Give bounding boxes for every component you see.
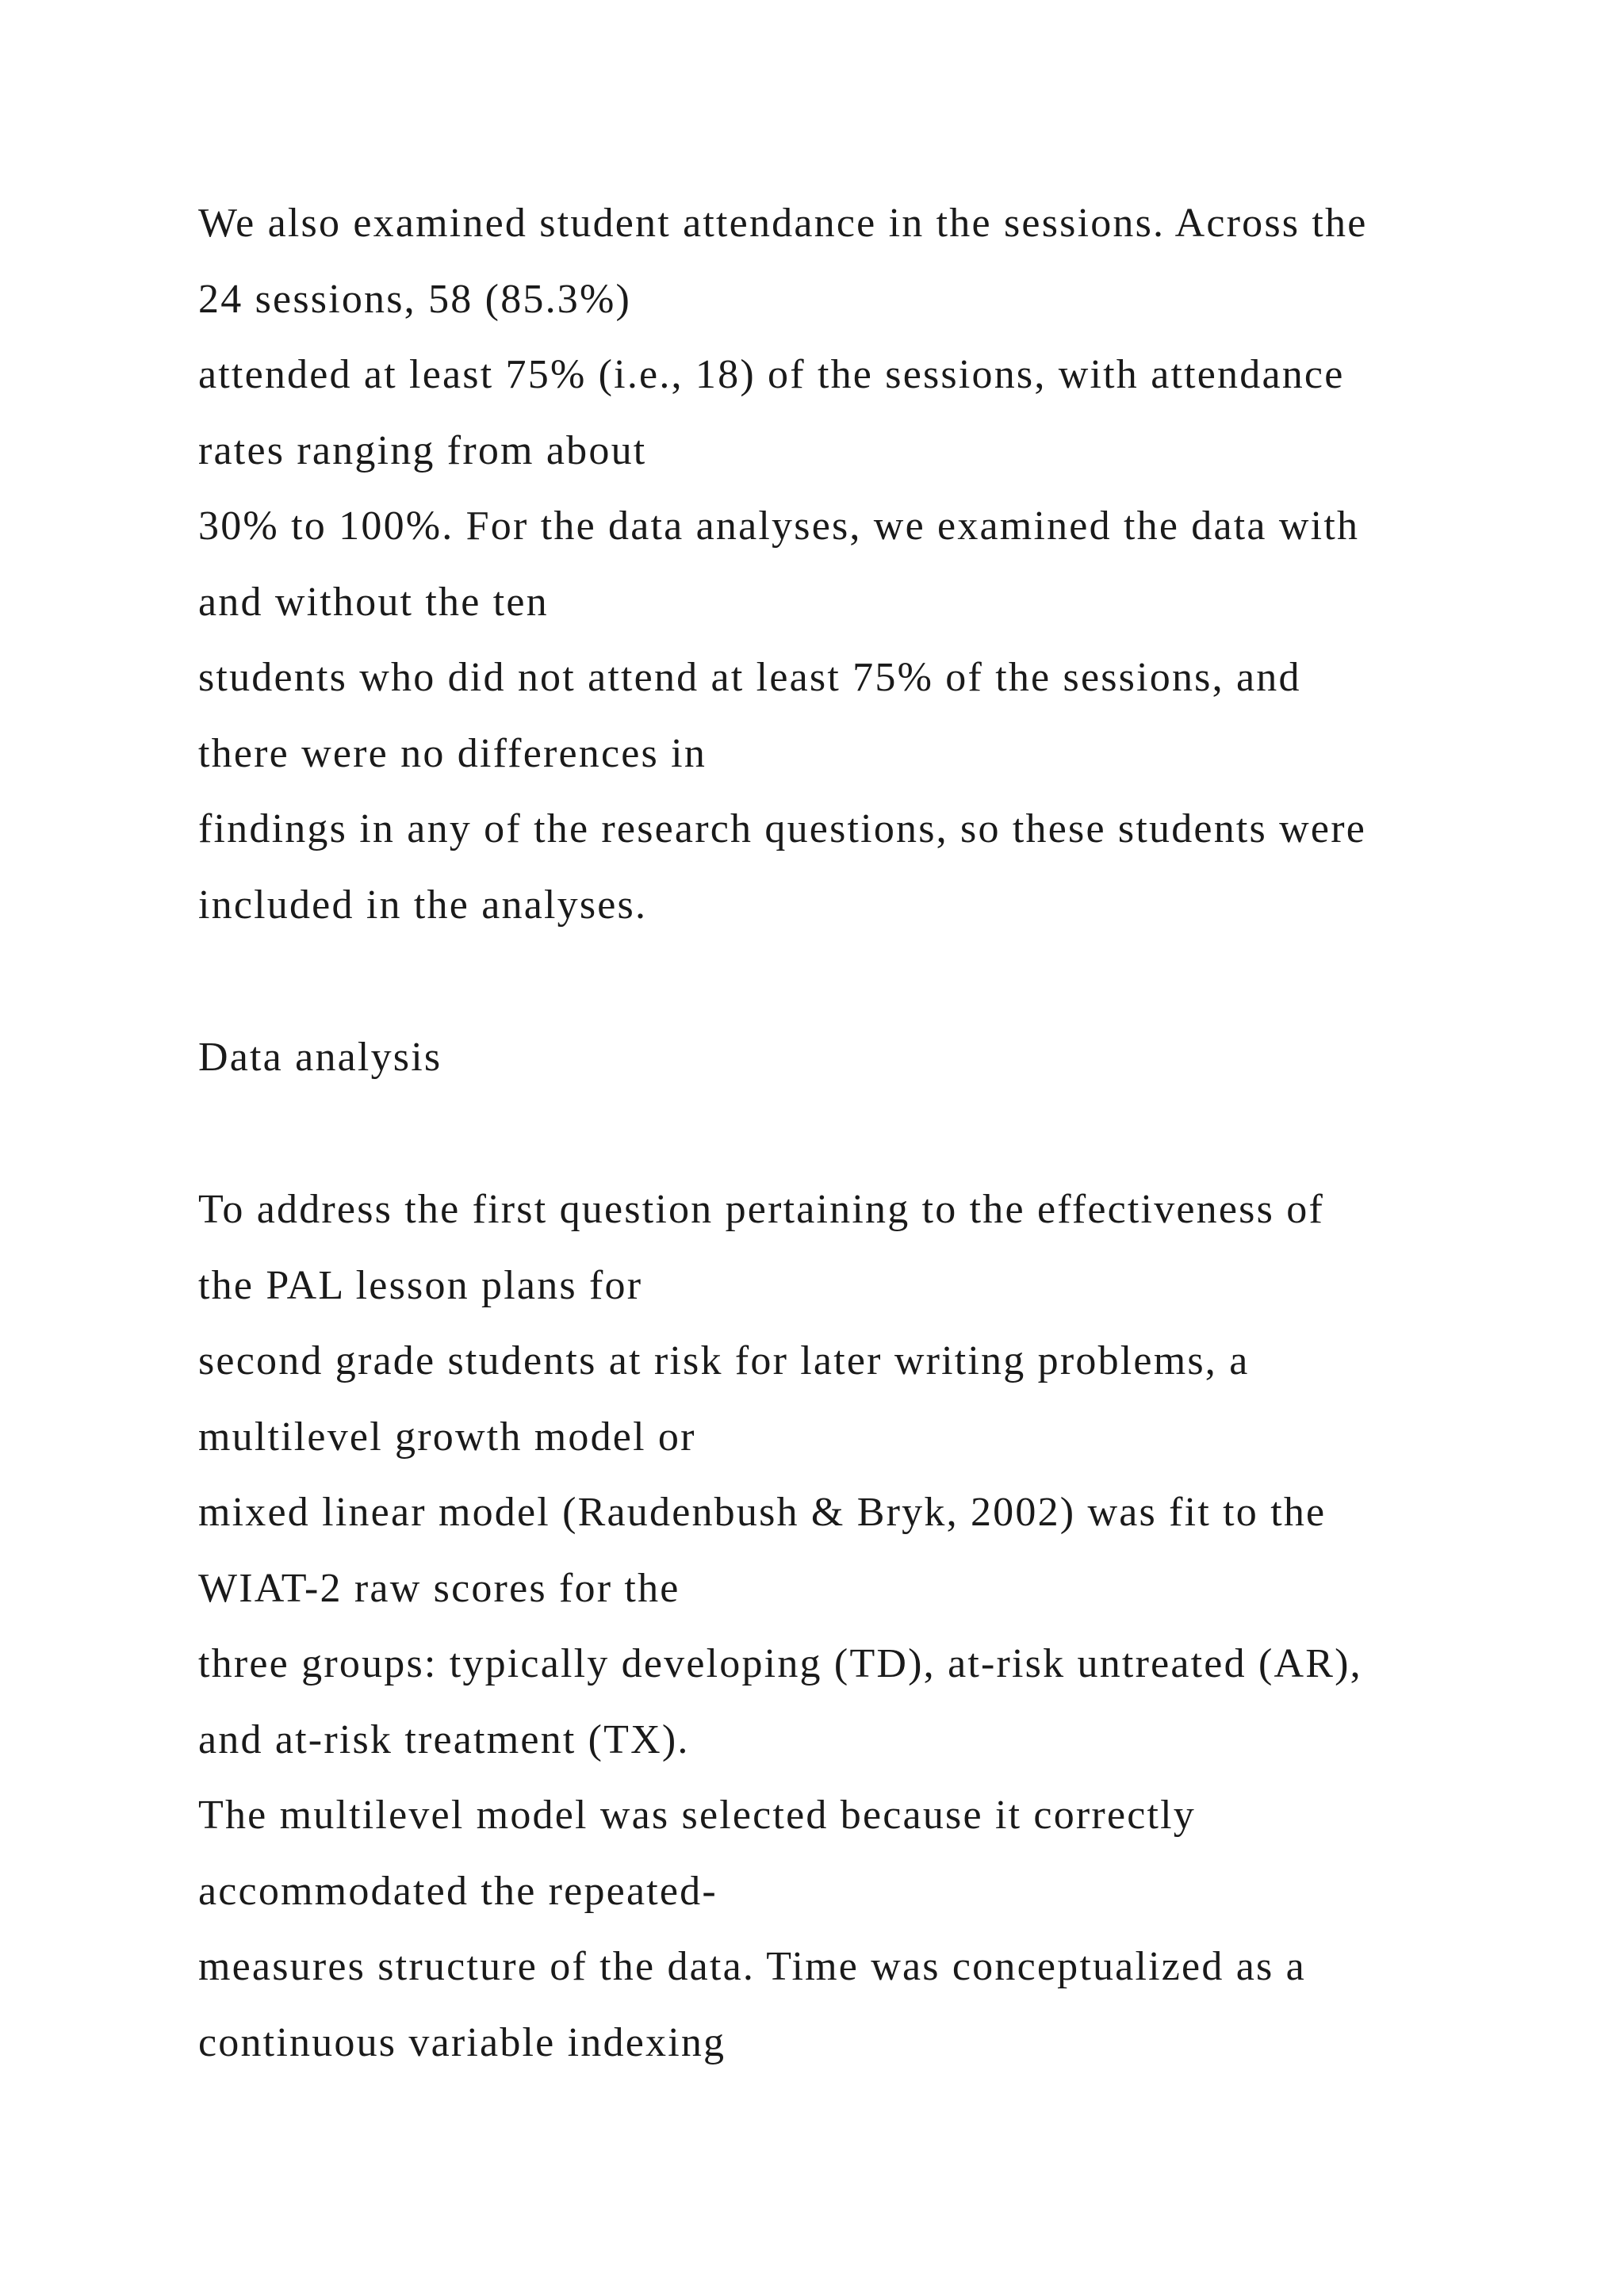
text-line: mixed linear model (Raudenbush & Bryk, 2002) was fit to the: [198, 1490, 1327, 1535]
text-line: 30% to 100%. For the data analyses, we examined the data with: [198, 503, 1360, 549]
text-line: multilevel growth model or: [198, 1414, 696, 1460]
text-line: and at-risk treatment (TX).: [198, 1716, 690, 1762]
text-line: To address the first question pertaining to the effectiveness of: [198, 1187, 1324, 1232]
section-heading: [198, 1020, 1546, 1096]
text-line: WIAT-2 raw scores for the: [198, 1565, 680, 1611]
text-line: and without the ten: [198, 579, 549, 625]
paragraph-attendance: [198, 186, 1546, 943]
text-line: The multilevel model was selected because it correctly: [198, 1793, 1197, 1838]
text-line: We also examined student attendance in the sessions. Across the: [198, 201, 1368, 246]
text-line: second grade students at risk for later writing problems, a: [198, 1338, 1250, 1383]
text-line: 24 sessions, 58 (85.3%): [198, 276, 632, 322]
heading-text: Data analysis: [198, 1035, 442, 1080]
paragraph-data-analysis: [198, 1172, 1546, 2080]
text-line: there were no differences in: [198, 730, 707, 776]
text-line: measures structure of the data. Time was conceptualized as a: [198, 1944, 1306, 1989]
text-line: students who did not attend at least 75% of the sessions, and: [198, 655, 1301, 700]
text-line: attended at least 75% (i.e., 18) of the sessions, with attendance: [198, 352, 1345, 397]
text-line: three groups: typically developing (TD), at-risk untreated (AR),: [198, 1641, 1362, 1686]
text-line: continuous variable indexing: [198, 2019, 726, 2065]
text-line: rates ranging from about: [198, 427, 647, 473]
text-line: accommodated the repeated-: [198, 1868, 718, 1914]
text-line: the PAL lesson plans for: [198, 1262, 643, 1308]
text-line: included in the analyses.: [198, 882, 648, 928]
text-line: findings in any of the research questions, so these students were: [198, 806, 1367, 851]
